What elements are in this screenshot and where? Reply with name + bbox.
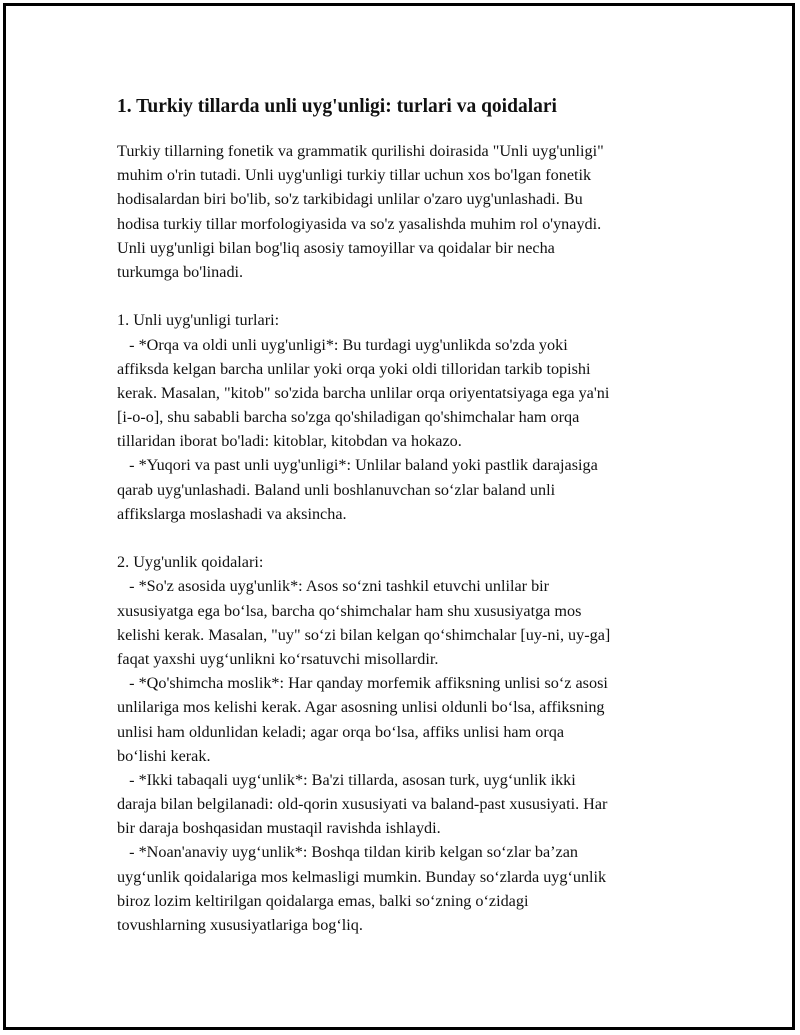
text-line: xususiyatga ega bo‘lsa, barcha qo‘shimchalar ham shu xususiyatga mos bbox=[117, 601, 582, 620]
text-line: affiksda kelgan barcha unlilar yoki orqa yoki oldi tilloridan tarkib topishi bbox=[117, 359, 591, 378]
text-line: - *Yuqori va past unli uyg'unligi*: Unlilar baland yoki pastlik darajasiga bbox=[117, 456, 598, 475]
text-line: unlisi ham oldunlidan keladi; agar orqa bo‘lsa, affiks unlisi ham orqa bbox=[117, 722, 565, 741]
text-line: uyg‘unlik qoidalariga mos kelmasligi mumkin. Bunday so‘zlarda uyg‘unlik bbox=[117, 867, 607, 886]
blank-line bbox=[117, 526, 697, 550]
text-line: [i-o-o], shu sababli barcha so'zga qo'shiladigan qo'shimchalar ham orqa bbox=[117, 408, 580, 427]
text-line: bo‘lishi kerak. bbox=[117, 746, 211, 765]
text-line: tovushlarning xususiyatlariga bog‘liq. bbox=[117, 916, 363, 934]
document-title: 1. Turkiy tillarda unli uyg'unligi: turlari va qoidalari bbox=[117, 96, 557, 117]
text-line: - *Qo'shimcha moslik*: Har qanday morfemik affiksning unlisi so‘z asosi bbox=[117, 674, 608, 693]
text-line: muhim o'rin tutadi. Unli uyg'unligi turkiy tillar uchun xos bo'lgan fonetik bbox=[117, 166, 592, 185]
text-line: hodisa turkiy tillar morfologiyasida va so'z yasalishda muhim rol o'ynaydi. bbox=[117, 214, 602, 233]
text-line: - *Ikki tabaqali uyg‘unlik*: Ba'zi tillarda, asosan turk, uyg‘unlik ikki bbox=[117, 770, 576, 789]
text-line: - *Orqa va oldi unli uyg'unligi*: Bu turdagi uyg'unlikda so'zda yoki bbox=[117, 335, 568, 354]
text-line: qarab uyg'unlashadi. Baland unli boshlanuvchan so‘zlar baland unli bbox=[117, 480, 556, 499]
text-line: 2. Uyg'unlik qoidalari: bbox=[117, 553, 264, 572]
document-text bbox=[117, 139, 697, 937]
text-line: kelishi kerak. Masalan, "uy" so‘zi bilan kelgan qo‘shimchalar [uy-ni, uy-ga] bbox=[117, 625, 611, 644]
text-line: turkumga bo'linadi. bbox=[117, 262, 244, 281]
text-line: - *So'z asosida uyg'unlik*: Asos so‘zni tashkil etuvchi unlilar bir bbox=[117, 577, 550, 596]
text-line: 1. Unli uyg'unligi turlari: bbox=[117, 311, 280, 330]
text-line: affikslarga moslashadi va aksincha. bbox=[117, 504, 347, 523]
text-line: hodisalardan biri bo'lib, so'z tarkibidagi unlilar o'zaro uyg'unlashadi. Bu bbox=[117, 190, 583, 209]
text-line: Unli uyg'unligi bilan bog'liq asosiy tamoyillar va qoidalar bir necha bbox=[117, 238, 555, 257]
text-line: kerak. Masalan, "kitob" so'zida barcha unlilar orqa oriyentatsiyaga ega ya'ni bbox=[117, 383, 610, 402]
document-body bbox=[117, 93, 697, 937]
blank-line bbox=[117, 284, 697, 308]
text-line: unlilariga mos kelishi kerak. Agar asosning unlisi oldunli bo‘lsa, affiksning bbox=[117, 698, 605, 717]
text-line: Turkiy tillarning fonetik va grammatik qurilishi doirasida "Unli uyg'unligi" bbox=[117, 142, 604, 160]
text-line: faqat yaxshi uyg‘unlikni ko‘rsatuvchi misollardir. bbox=[117, 649, 439, 668]
text-line: tillaridan iborat bo'ladi: kitoblar, kitobdan va hokazo. bbox=[117, 432, 462, 451]
text-line: biroz lozim keltirilgan qoidalarga emas, balki so‘zning o‘zidagi bbox=[117, 891, 529, 910]
text-line: bir daraja boshqasidan mustaqil ravishda ishlaydi. bbox=[117, 819, 441, 838]
text-line: - *Noan'anaviy uyg‘unlik*: Boshqa tildan kirib kelgan so‘zlar ba’zan bbox=[117, 843, 578, 862]
text-line: daraja bilan belgilanadi: old-qorin xususiyati va baland-past xususiyati. Har bbox=[117, 795, 608, 814]
